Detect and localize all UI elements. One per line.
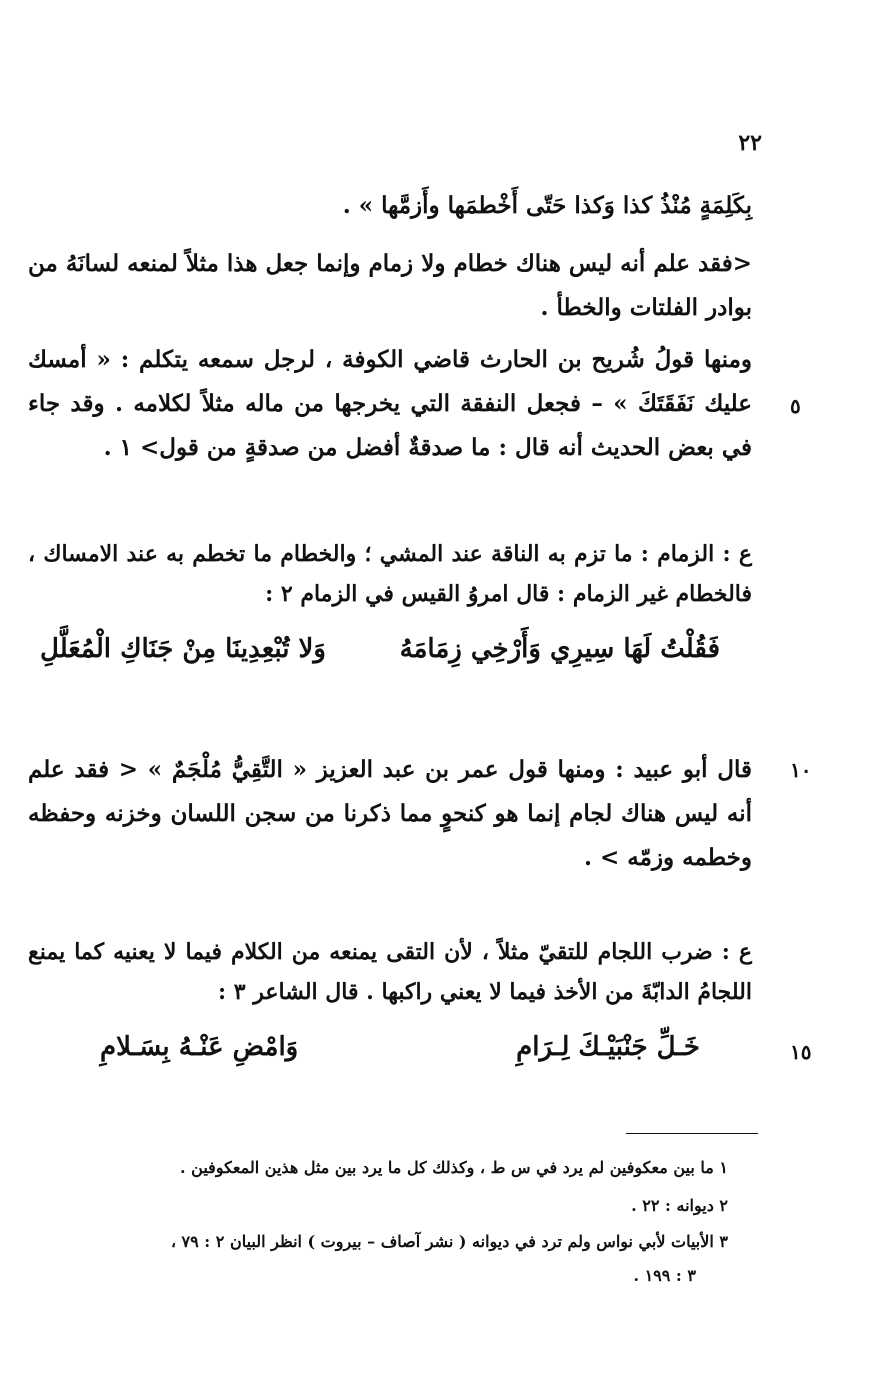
footnote-3: ٣ الأبيات لأبي نواس ولم ترد في ديوانه ( نشر آصاف – بيروت ) انظر البيان ٢ : ٧٩ ، — [170, 1232, 728, 1251]
verse-first-hemistich: خَـلِّ جَنْبَيْـكَ لِـرَامِ — [516, 1032, 700, 1062]
verse-abu-nuwas — [100, 1032, 700, 1082]
footnote-1: ١ ما بين معكوفين لم يرد في س ط ، وكذلك كل ما يرد بين مثل هذين المعكوفين . — [180, 1158, 728, 1177]
page-number: ٢٢ — [738, 130, 762, 156]
verse-first-hemistich: فَقُلْتُ لَهَا سِيرِي وَأَرْخِي زِمَامَهُ — [399, 634, 720, 664]
margin-line-number-15: ١٥ — [790, 1040, 812, 1064]
footnote-separator — [626, 1133, 758, 1134]
footnote-2: ٢ ديوانه : ٢٢ . — [631, 1196, 728, 1215]
paragraph-commentary-zimam: ع : الزمام : ما تزم به الناقة عند المشي ؛ والخطام ما تخطم به عند الامساك ، فالخطام غير الزمام : قال امروُ القيس في الزمام ٢ : — [28, 541, 752, 607]
margin-line-number-10: ١٠ — [790, 758, 812, 782]
verse-second-hemistich: وَامْضِ عَنْـهُ بِسَـلامِ — [100, 1032, 299, 1062]
verse-imru-al-qays — [40, 634, 720, 684]
verse-second-hemistich: وَلا تُبْعِدِينَا مِنْ جَنَاكِ الْمُعَلَّلِ — [40, 634, 326, 664]
margin-line-number-5: ٥ — [790, 394, 801, 418]
footnote-3-continuation: ٣ : ١٩٩ . — [633, 1266, 696, 1285]
paragraph-shurayh: ومنها قولُ شُريح بن الحارث قاضي الكوفة ، لرجل سمعه يتكلم : « أمسك عليك نَفَقَتَكَ » – فجعل النفقة التي يخرجها من ماله مثلاً لكلامه . وقد جاء في بعض الحديث أنه قال : ما صدقةٌ أفضل من صدقةٍ من قول> ١ . — [28, 346, 752, 461]
paragraph-abu-ubayd: قال أبو عبيد : ومنها قول عمر بن عبد العزيز « التَّقِيُّ مُلْجَمٌ » < فقد علم أنه ليس هناك لجام إنما هو كنحوٍ مما ذكرنا من سجن اللسان وخزنه وحفظه وخطمه وزمّه > . — [28, 756, 752, 871]
paragraph-khitam-explanation: <فقد علم أنه ليس هناك خطام ولا زمام وإنما جعل هذا مثلاً لمنعه لسانَهُ من بوادر الفلتات والخطأ . — [28, 250, 752, 321]
paragraph-commentary-lijam: ع : ضرب اللجام للتقيّ مثلاً ، لأن التقى يمنعه من الكلام فيما لا يعنيه كما يمنع اللجامُ الدابّةَ من الأخذ فيما لا يعني راكبها . قال الشاعر ٣ : — [28, 939, 752, 1005]
paragraph-continuation: بِكَلِمَةٍ مُنْذُ كذا وَكذا حَتّى أَخْطمَها وأَزمَّها » . — [342, 192, 752, 219]
